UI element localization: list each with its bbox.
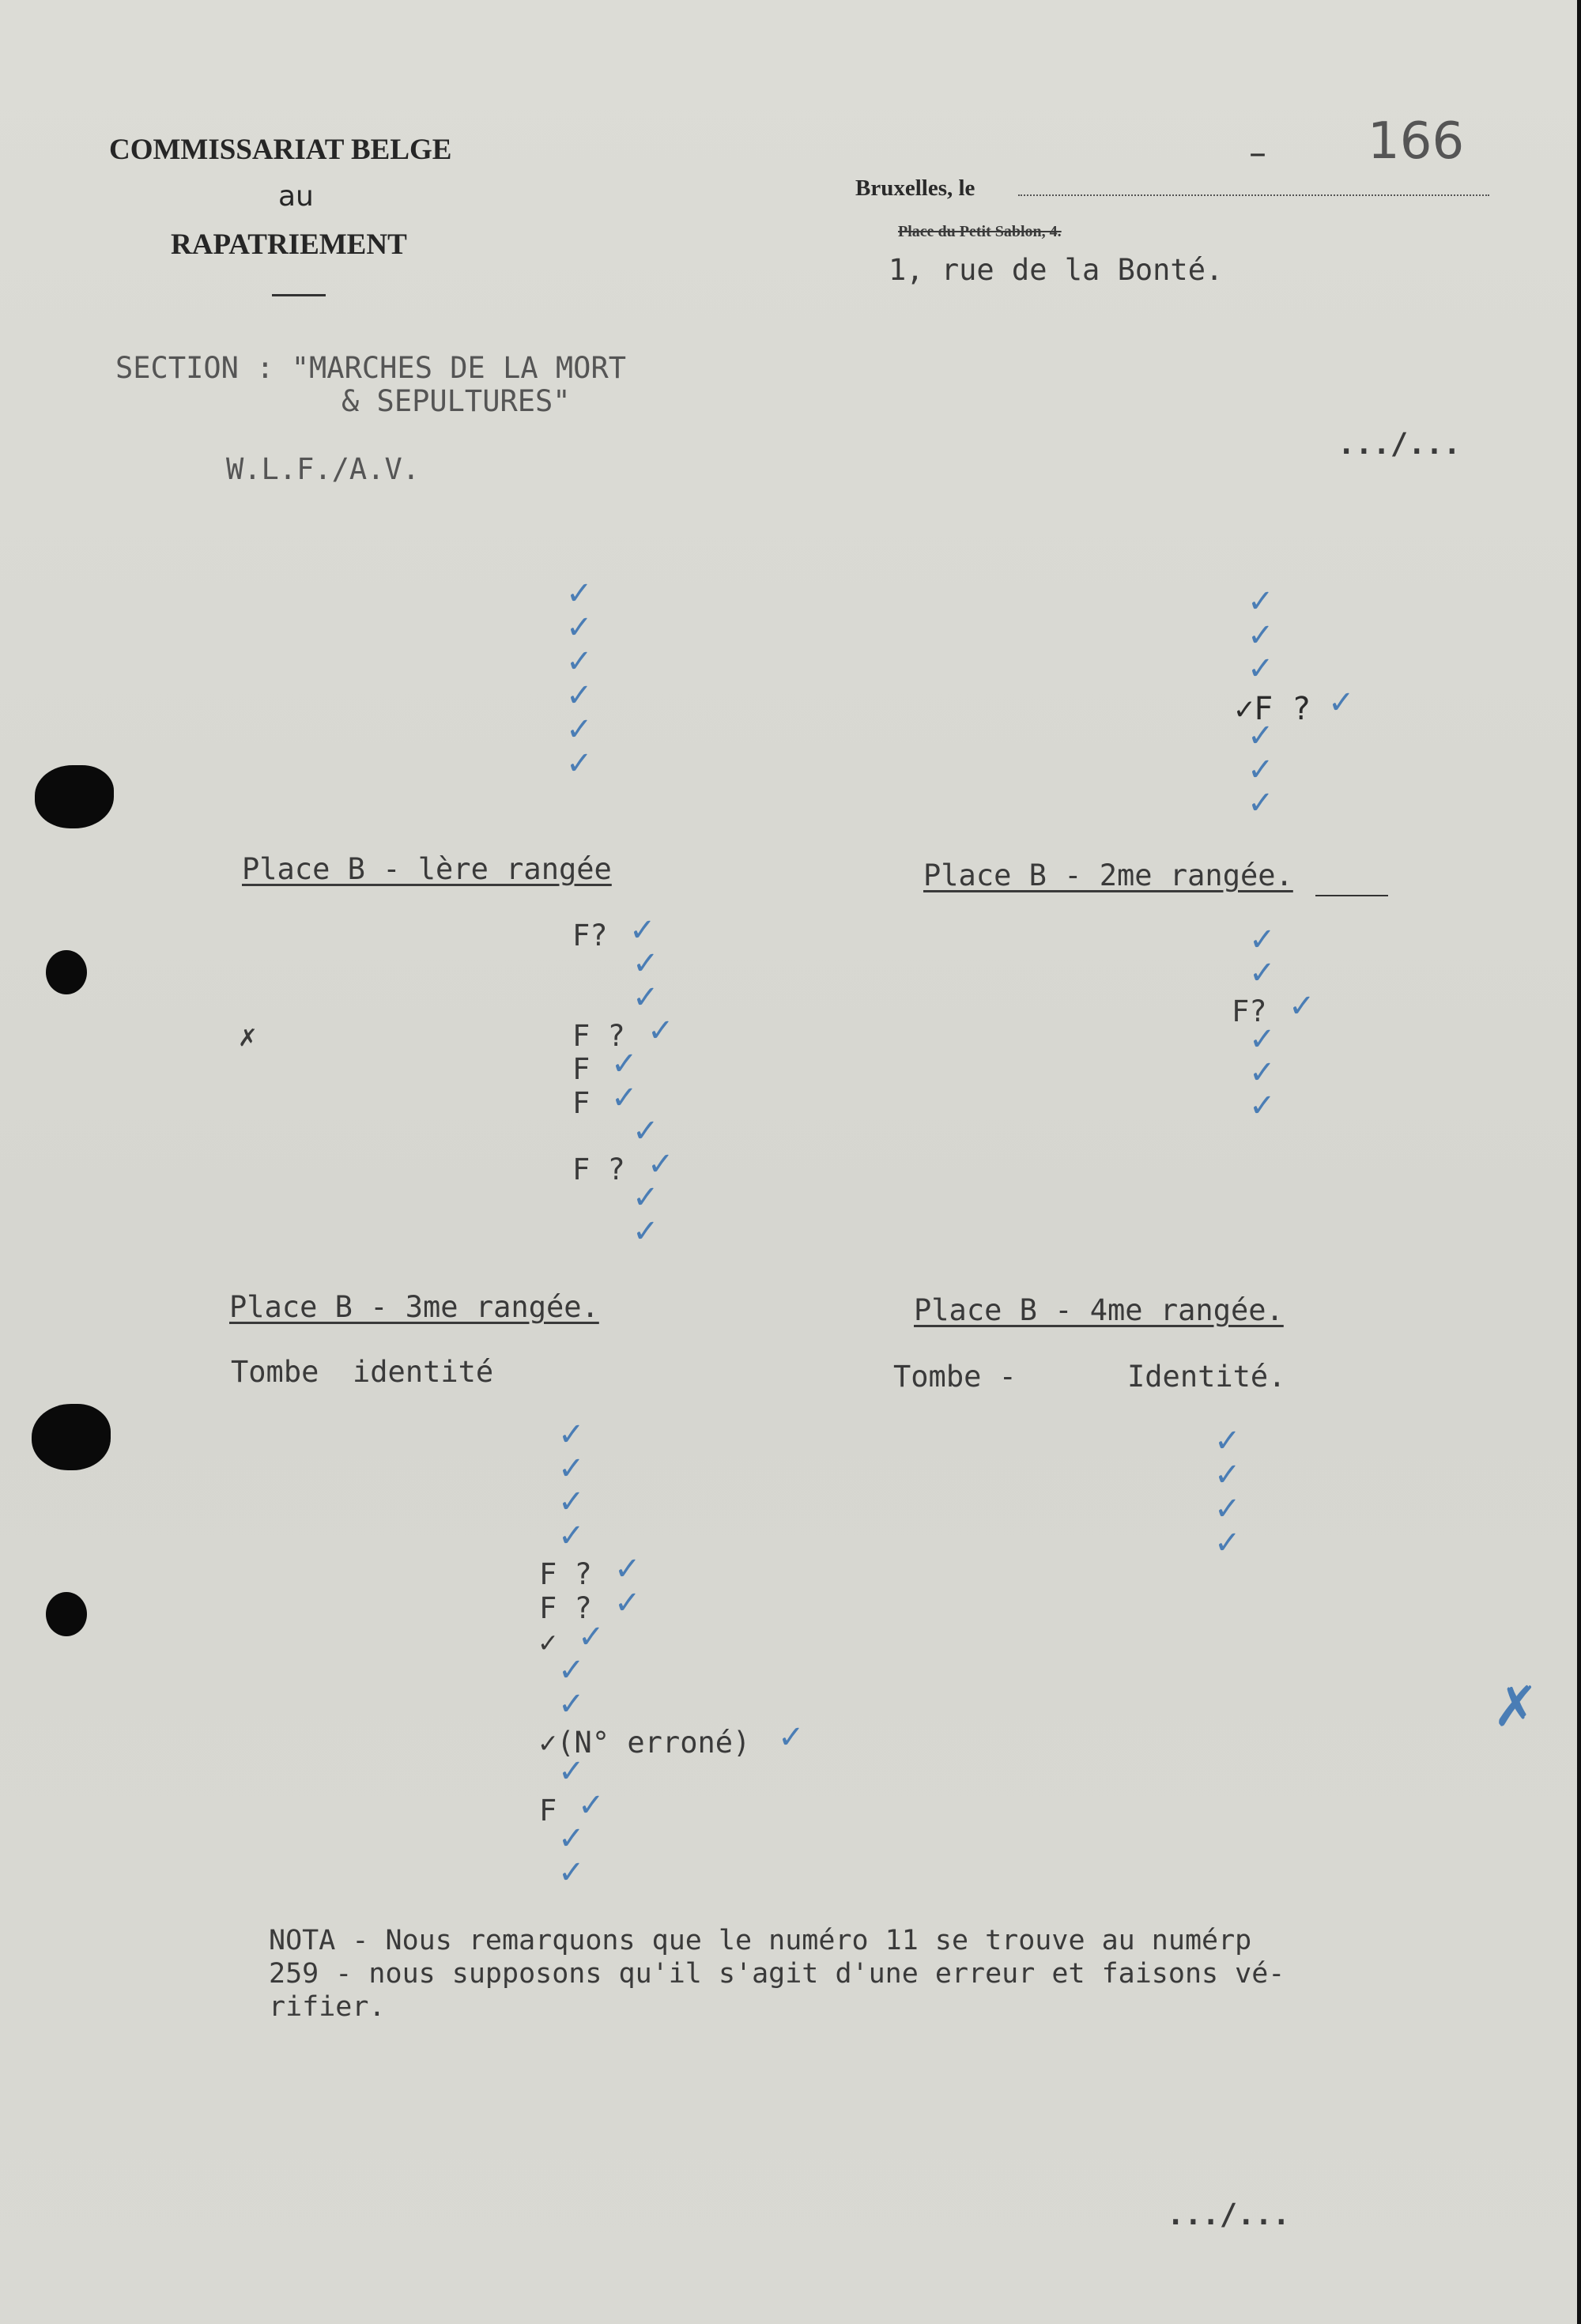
heading-b2-rule bbox=[1315, 895, 1388, 896]
check-mark: ✓ bbox=[566, 609, 593, 646]
check-mark: ✓ bbox=[629, 912, 656, 949]
punch-hole bbox=[35, 765, 114, 828]
check-mark: ✓ bbox=[632, 945, 659, 982]
check-mark: ✓ bbox=[1247, 785, 1274, 821]
heading-b3: Place B - 3me rangée. bbox=[229, 1290, 599, 1324]
check-mark: ✓ bbox=[1247, 752, 1274, 788]
letterhead-line-1: COMMISSARIAT BELGE bbox=[109, 134, 452, 166]
check-mark: ✓ bbox=[632, 979, 659, 1016]
row-note: F bbox=[572, 1086, 591, 1120]
check-mark: ✓ bbox=[558, 1417, 585, 1453]
check-mark: ✓ bbox=[566, 711, 593, 748]
check-mark: ✓ bbox=[558, 1686, 585, 1722]
b3-col-id: identité bbox=[353, 1355, 494, 1389]
punch-hole bbox=[46, 1592, 87, 1636]
folio-number: 166 bbox=[1368, 112, 1465, 171]
check-mark: ✓ bbox=[614, 1551, 641, 1587]
check-mark: ✓ bbox=[1214, 1525, 1241, 1561]
check-mark: ✓ bbox=[578, 1619, 605, 1655]
check-mark: ✓ bbox=[611, 1046, 638, 1082]
row-note: ✓ bbox=[539, 1625, 557, 1659]
letterhead-line-2: au bbox=[278, 180, 314, 213]
check-mark: ✓ bbox=[632, 1213, 659, 1250]
check-mark: ✓ bbox=[632, 1179, 659, 1216]
check-mark: ✓ bbox=[566, 677, 593, 714]
heading-b2: Place B - 2me rangée. bbox=[923, 858, 1293, 892]
section-line-1: SECTION : "MARCHES DE LA MORT bbox=[115, 351, 627, 385]
check-mark: ✓ bbox=[566, 643, 593, 680]
side-mark: ✗ bbox=[1492, 1674, 1539, 1739]
check-mark: ✓ bbox=[1247, 718, 1274, 754]
check-mark: ✓ bbox=[611, 1080, 638, 1116]
check-mark: ✓ bbox=[558, 1451, 585, 1487]
city-label: Bruxelles, le bbox=[855, 175, 975, 201]
check-mark: ✓ bbox=[558, 1854, 585, 1891]
row-note: F ? bbox=[539, 1591, 592, 1625]
b4-col-tombe: Tombe - bbox=[893, 1360, 1017, 1394]
check-mark: ✓ bbox=[558, 1753, 585, 1790]
check-mark: ✓ bbox=[1214, 1457, 1241, 1493]
letterhead-line-3: RAPATRIEMENT bbox=[171, 228, 407, 261]
check-mark: ✓ bbox=[1249, 955, 1276, 991]
date-line bbox=[1018, 194, 1489, 196]
check-mark: ✓ bbox=[1247, 583, 1274, 620]
check-mark: ✓ bbox=[566, 745, 593, 782]
check-mark: ✓ bbox=[1247, 651, 1274, 687]
row-note: F ? bbox=[539, 1557, 592, 1591]
nota-line-1: NOTA - Nous remarquons que le numéro 11 se trouve au numérp bbox=[269, 1925, 1252, 1956]
continued-bottom: .../... bbox=[1167, 2198, 1290, 2232]
check-mark: ✓ bbox=[1249, 1021, 1276, 1058]
check-mark: ✓ bbox=[1247, 617, 1274, 654]
check-mark: ✓ bbox=[778, 1719, 805, 1756]
check-mark: ✓ bbox=[566, 575, 593, 612]
check-mark: ✓ bbox=[558, 1484, 585, 1520]
check-mark: ✓ bbox=[558, 1518, 585, 1554]
row-note: ✓(N° erroné) bbox=[539, 1726, 751, 1760]
nota-line-3: rifier. bbox=[269, 1991, 386, 2023]
punch-hole bbox=[46, 950, 87, 994]
check-mark: ✓ bbox=[647, 1146, 674, 1183]
check-mark: ✓ bbox=[1214, 1491, 1241, 1527]
row-note: F bbox=[572, 1052, 591, 1086]
margin-mark: ✗ bbox=[239, 1019, 257, 1053]
row-note: F bbox=[539, 1794, 557, 1828]
continued-top: .../... bbox=[1338, 427, 1461, 461]
letterhead-rule bbox=[272, 294, 326, 296]
check-mark: ✓ bbox=[578, 1787, 605, 1824]
check-mark: ✓ bbox=[1328, 685, 1355, 721]
check-mark: ✓ bbox=[647, 1013, 674, 1049]
address: 1, rue de la Bonté. bbox=[889, 253, 1224, 287]
check-mark: ✓ bbox=[1249, 922, 1276, 958]
row-note: F ? bbox=[572, 1153, 625, 1187]
row-note: F ? bbox=[572, 1019, 625, 1053]
check-mark: ✓ bbox=[558, 1652, 585, 1688]
b3-col-tombe: Tombe bbox=[231, 1355, 319, 1389]
heading-b4: Place B - 4me rangée. bbox=[914, 1293, 1284, 1327]
check-mark: ✓ bbox=[1214, 1423, 1241, 1459]
row-note: F? bbox=[1232, 994, 1267, 1028]
old-address: Place du Petit Sablon, 4. bbox=[898, 223, 1062, 240]
check-mark: ✓ bbox=[1249, 1088, 1276, 1124]
row-note: F? bbox=[572, 919, 608, 953]
check-mark: ✓ bbox=[558, 1820, 585, 1857]
check-mark: ✓ bbox=[1249, 1054, 1276, 1091]
check-mark: ✓ bbox=[632, 1113, 659, 1149]
heading-b1: Place B - lère rangée bbox=[242, 852, 612, 886]
section-line-2: & SEPULTURES" bbox=[341, 384, 571, 418]
check-mark: ✓ bbox=[614, 1585, 641, 1621]
row-note: ✓F ? bbox=[1235, 691, 1311, 727]
reference: W.L.F./A.V. bbox=[226, 452, 421, 486]
b4-col-id: Identité. bbox=[1127, 1360, 1286, 1394]
punch-hole bbox=[32, 1404, 111, 1470]
nota-line-2: 259 - nous supposons qu'il s'agit d'une erreur et faisons vé- bbox=[269, 1958, 1285, 1990]
folio-dash: – bbox=[1249, 133, 1266, 173]
check-mark: ✓ bbox=[1289, 988, 1315, 1024]
